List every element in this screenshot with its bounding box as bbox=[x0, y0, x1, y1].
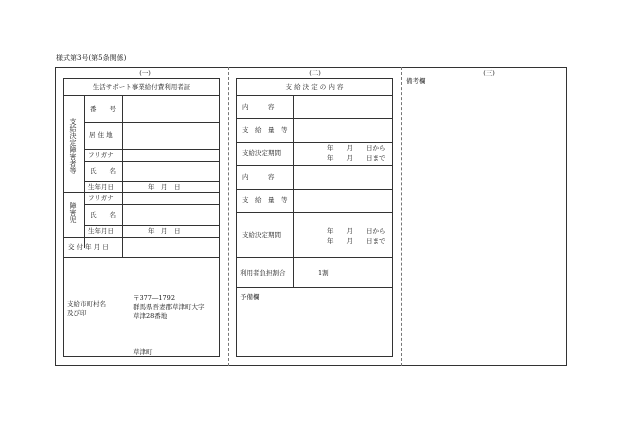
municipality-label: 支給市町村名 及び印 bbox=[67, 300, 106, 318]
panel-2-heading: (二) bbox=[309, 69, 321, 77]
period-to-2: 年 月 日まで bbox=[327, 237, 386, 245]
number-label: 番 号 bbox=[90, 105, 116, 113]
municipality-address-1: 群馬県吾妻郡草津町大字 bbox=[133, 303, 205, 311]
panel-3-heading: (三) bbox=[483, 69, 495, 77]
postal-code: 〒377―1792 bbox=[133, 294, 175, 302]
disabled-child-label: 障害児 bbox=[69, 202, 77, 223]
burden-label: 利用者負担割合 bbox=[240, 269, 286, 277]
furigana-label: フリガナ bbox=[88, 151, 114, 159]
birthdate-label: 生年月日 bbox=[88, 183, 114, 191]
card-title: 生活サポート事業給付費利用者証 bbox=[92, 83, 191, 91]
fold-line-2 bbox=[401, 67, 402, 366]
child-name-label: 氏 名 bbox=[90, 211, 116, 219]
period-label-1: 支給決定期間 bbox=[242, 149, 281, 157]
issue-date-label: 交 付 年 月 日 bbox=[68, 243, 109, 251]
content-label-2: 内 容 bbox=[242, 173, 275, 181]
period-to-1: 年 月 日まで bbox=[327, 154, 386, 162]
amount-label-2: 支 給 量 等 bbox=[242, 196, 288, 204]
period-from-2: 年 月 日から bbox=[327, 227, 386, 235]
child-furigana-label: フリガナ bbox=[88, 194, 114, 202]
content-label-1: 内 容 bbox=[242, 103, 275, 111]
burden-value: 1割 bbox=[318, 269, 329, 277]
decision-table bbox=[236, 78, 393, 357]
recipient-group-label: 支給決定障害者等 bbox=[69, 118, 77, 174]
birthdate-value: 年 月 日 bbox=[148, 183, 181, 191]
form-title: 様式第3号(第5条関係) bbox=[56, 54, 127, 62]
amount-label-1: 支 給 量 等 bbox=[242, 126, 288, 134]
name-label: 氏 名 bbox=[90, 167, 116, 175]
period-from-1: 年 月 日から bbox=[327, 144, 386, 152]
address-label: 居 住 地 bbox=[89, 131, 113, 139]
fold-line-1 bbox=[228, 67, 229, 366]
notes-label: 予備欄 bbox=[240, 293, 260, 301]
child-birthdate-value: 年 月 日 bbox=[148, 227, 181, 235]
decision-header: 支 給 決 定 の 内 容 bbox=[285, 83, 344, 91]
town-name: 草津町 bbox=[133, 348, 153, 356]
remarks-label: 備考欄 bbox=[406, 77, 426, 85]
period-label-2: 支給決定期間 bbox=[242, 231, 281, 239]
child-birthdate-label: 生年月日 bbox=[88, 227, 114, 235]
panel-1-heading: (一) bbox=[139, 69, 151, 77]
municipality-address-2: 草津28番地 bbox=[133, 312, 168, 320]
